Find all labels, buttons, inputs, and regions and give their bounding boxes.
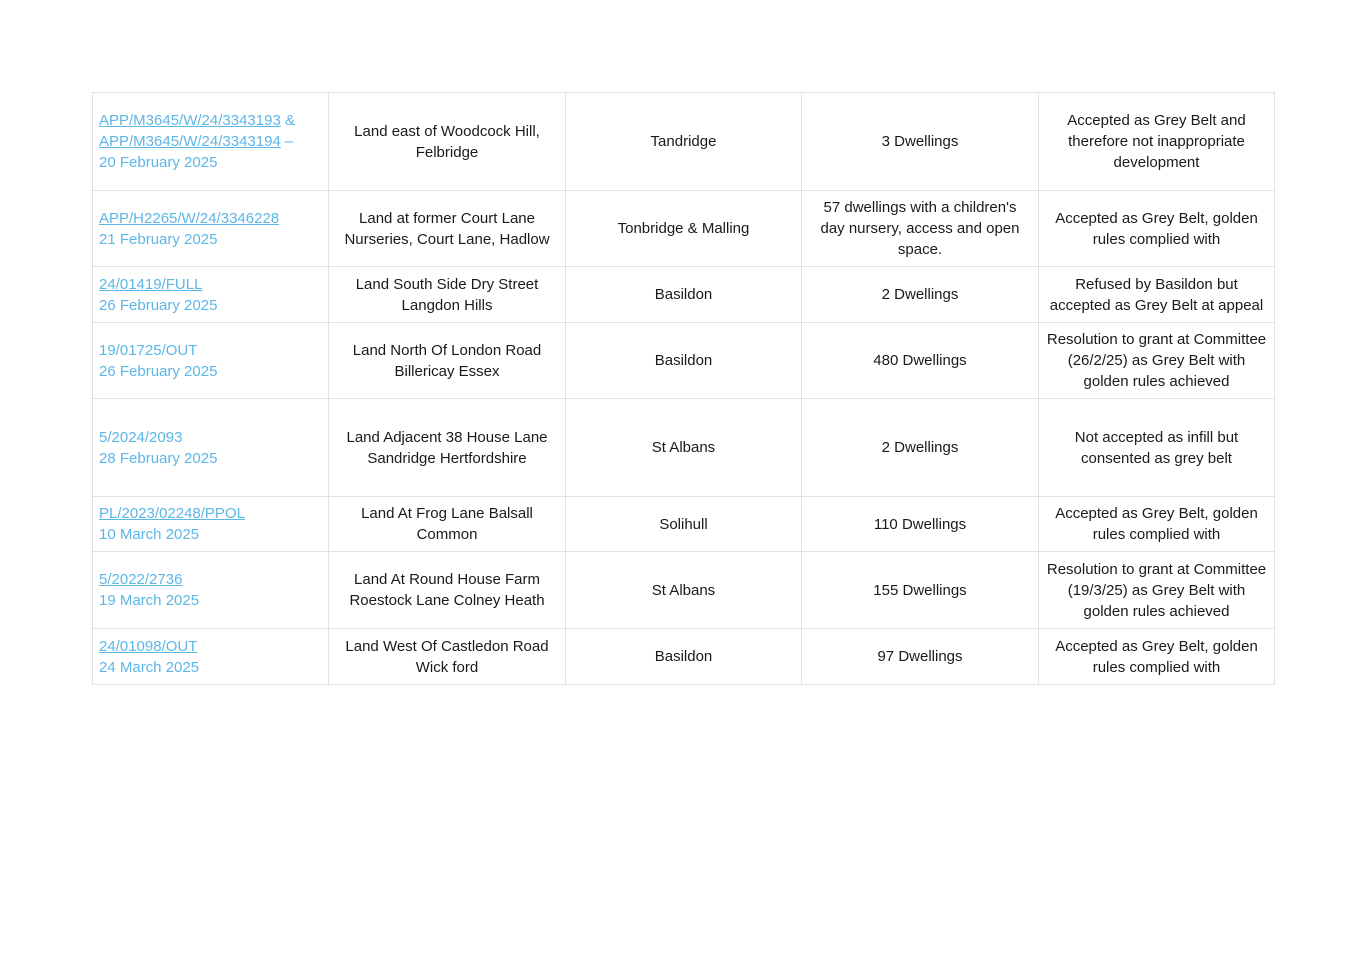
authority-cell: Tonbridge & Malling xyxy=(566,191,802,267)
decision-date: 24 March 2025 xyxy=(99,658,200,676)
authority-cell: Tandridge xyxy=(566,93,802,191)
outcome-cell: Accepted as Grey Belt and therefore not inappropriate development xyxy=(1039,93,1275,191)
decision-date: 19 March 2025 xyxy=(99,592,200,609)
authority-cell: St Albans xyxy=(566,552,802,629)
authority-cell: St Albans xyxy=(566,399,802,497)
site-line: Sandridge Hertfordshire xyxy=(367,449,527,467)
authority-cell: Basildon xyxy=(566,629,802,685)
reference-link[interactable]: APP/M3645/W/24/3343194 xyxy=(99,133,281,150)
outcome-cell: Resolution to grant at Committee (19/3/25) as Grey Belt with golden rules achieved xyxy=(1039,552,1275,629)
table-row xyxy=(93,323,1275,399)
reference-cell xyxy=(93,191,329,267)
reference-separator: – xyxy=(280,133,294,150)
development-cell: 155 Dwellings xyxy=(802,552,1039,629)
authority-cell: Basildon xyxy=(566,323,802,399)
development-cell: 2 Dwellings xyxy=(802,399,1039,497)
table-row xyxy=(93,399,1275,497)
site-line: Land At Round House Farm xyxy=(354,571,540,588)
reference-cell xyxy=(93,552,329,629)
reference-cell xyxy=(93,323,329,399)
outcome-cell: Resolution to grant at Committee (26/2/25) as Grey Belt with golden rules achieved xyxy=(1039,323,1275,399)
decision-date: 26 February 2025 xyxy=(99,296,218,314)
reference-link[interactable]: APP/H2265/W/24/3346228 xyxy=(99,209,280,227)
site-line: Billericay Essex xyxy=(394,362,500,380)
site-line: Land West Of Castledon Road xyxy=(345,637,549,655)
outcome-cell: Accepted as Grey Belt, golden rules complied with xyxy=(1039,497,1275,552)
site-line: Langdon Hills xyxy=(401,296,493,314)
table-row xyxy=(93,93,1275,191)
decision-date: 26 February 2025 xyxy=(99,362,218,380)
site-cell xyxy=(329,399,566,497)
reference-cell xyxy=(93,497,329,552)
site-cell xyxy=(329,629,566,685)
development-cell: 480 Dwellings xyxy=(802,323,1039,399)
decision-date: 21 February 2025 xyxy=(99,230,218,248)
reference-link[interactable]: APP/M3645/W/24/3343193 xyxy=(99,112,281,129)
site-line: Land South Side Dry Street xyxy=(355,275,539,293)
site-line: Land North Of London Road xyxy=(352,341,542,359)
table-row xyxy=(93,191,1275,267)
development-cell: 97 Dwellings xyxy=(802,629,1039,685)
outcome-cell: Not accepted as infill but consented as grey belt xyxy=(1039,399,1275,497)
outcome-cell: Accepted as Grey Belt, golden rules complied with xyxy=(1039,191,1275,267)
table-row xyxy=(93,629,1275,685)
authority-cell: Basildon xyxy=(566,267,802,323)
grey-belt-decisions-table xyxy=(92,92,1275,685)
reference-link[interactable]: PL/2023/02248/PPOL xyxy=(99,505,245,522)
reference-cell xyxy=(93,93,329,191)
site-cell xyxy=(329,267,566,323)
reference-separator: & xyxy=(280,112,295,129)
outcome-cell: Refused by Basildon but accepted as Grey Belt at appeal xyxy=(1039,267,1275,323)
reference-link[interactable]: 5/2022/2736 xyxy=(99,571,183,588)
reference-link[interactable]: 24/01419/FULL xyxy=(99,275,203,293)
table-row xyxy=(93,267,1275,323)
development-cell: 3 Dwellings xyxy=(802,93,1039,191)
development-cell: 110 Dwellings xyxy=(802,497,1039,552)
site-cell xyxy=(329,552,566,629)
decision-date: 28 February 2025 xyxy=(99,449,218,467)
reference-cell xyxy=(93,399,329,497)
site-cell: Land east of Woodcock Hill, Felbridge xyxy=(329,93,566,191)
reference-link[interactable]: 5/2024/2093 xyxy=(99,428,183,446)
development-cell: 2 Dwellings xyxy=(802,267,1039,323)
site-cell: Land at former Court Lane Nurseries, Court Lane, Hadlow xyxy=(329,191,566,267)
outcome-cell: Accepted as Grey Belt, golden rules complied with xyxy=(1039,629,1275,685)
table-row xyxy=(93,552,1275,629)
decision-date: 10 March 2025 xyxy=(99,526,200,543)
site-cell xyxy=(329,323,566,399)
authority-cell: Solihull xyxy=(566,497,802,552)
development-cell: 57 dwellings with a children's day nursery, access and open space. xyxy=(802,191,1039,267)
reference-link[interactable]: 24/01098/OUT xyxy=(99,637,198,655)
site-line: Land Adjacent 38 House Lane xyxy=(346,428,548,446)
table-row xyxy=(93,497,1275,552)
decision-date: 20 February 2025 xyxy=(99,154,218,171)
site-line: Roestock Lane Colney Heath xyxy=(349,592,545,609)
site-cell: Land At Frog Lane Balsall Common xyxy=(329,497,566,552)
reference-cell xyxy=(93,629,329,685)
reference-cell xyxy=(93,267,329,323)
site-line: Wick ford xyxy=(415,658,479,676)
reference-link[interactable]: 19/01725/OUT xyxy=(99,341,198,359)
